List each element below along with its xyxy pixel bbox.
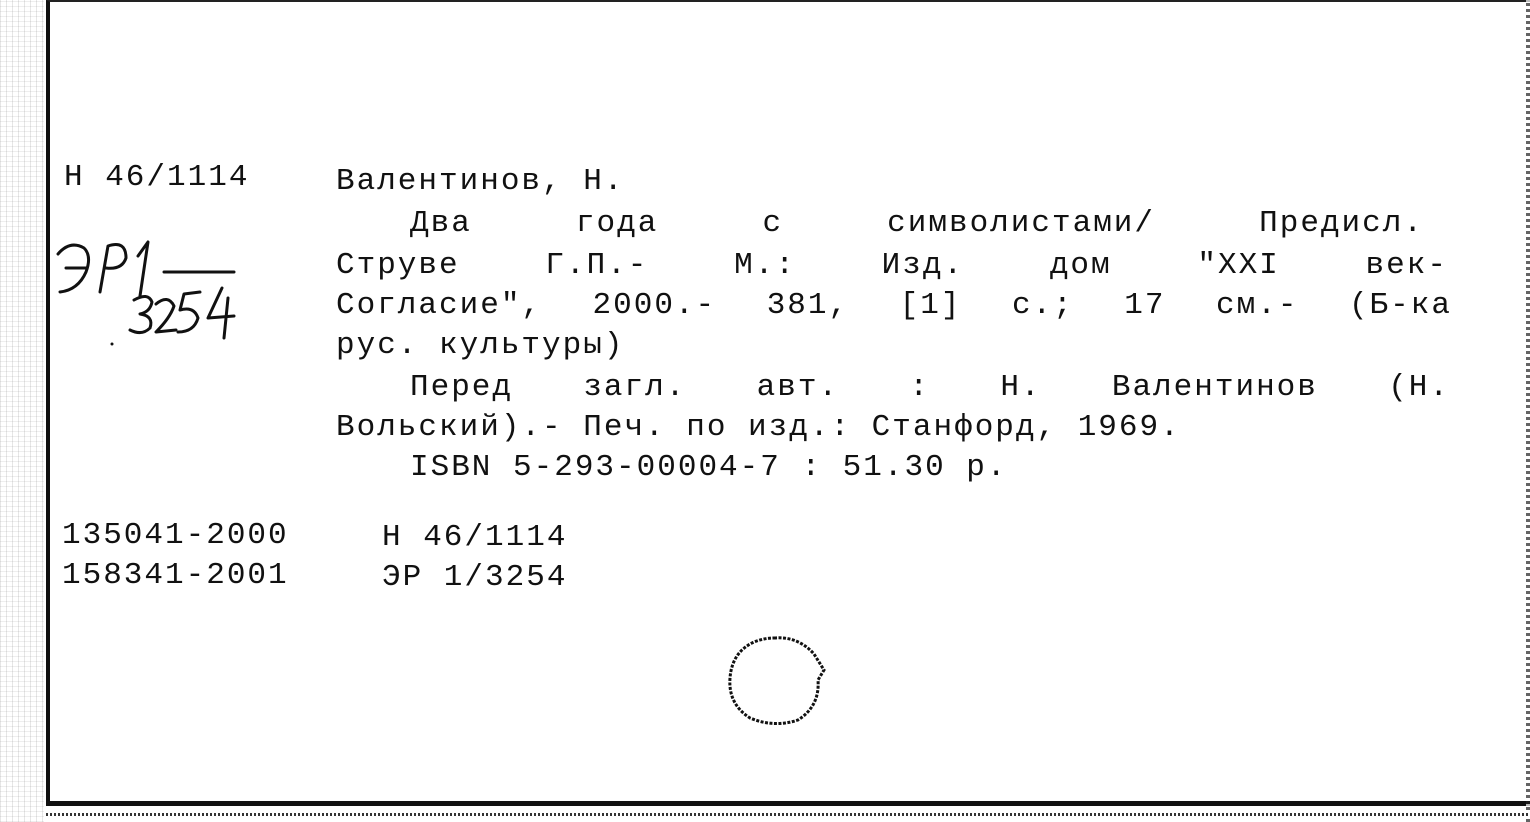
note-line-2: Вольский).- Печ. по изд.: Станфорд, 1969. <box>336 410 1181 445</box>
note-word: (Н. <box>1388 370 1450 405</box>
title-word: с.; <box>1011 288 1074 323</box>
title-word: век- <box>1365 248 1448 283</box>
title-word: с <box>762 206 784 241</box>
title-word: символистами/ <box>887 206 1156 241</box>
title-word: 381, <box>766 288 850 323</box>
title-word: Два <box>410 206 472 241</box>
note-word: Н. <box>1000 370 1042 405</box>
title-word: [1] <box>899 288 962 323</box>
title-word: Предисл. <box>1259 206 1424 241</box>
title-word: М.: <box>734 248 796 283</box>
note-word: загл. <box>583 370 687 405</box>
title-line-3 <box>336 290 1452 321</box>
title-word: 17 <box>1124 288 1166 323</box>
inventory-number: 158341-2001 <box>62 558 289 593</box>
note-word: : <box>909 370 930 405</box>
note-word: Перед <box>410 370 514 405</box>
title-word: Струве <box>336 248 460 283</box>
card-bottom-edge <box>46 813 1530 816</box>
title-word: Согласие", <box>336 288 543 323</box>
title-word: года <box>575 206 659 241</box>
card-right-edge <box>1526 0 1530 822</box>
title-word: Изд. <box>881 248 965 283</box>
title-line-4: рус. культуры) <box>336 328 625 363</box>
card-punch-hole <box>724 632 834 728</box>
note-line-1 <box>410 372 1450 403</box>
call-number: Н 46/1114 <box>64 160 250 195</box>
inventory-shelf: Н 46/1114 <box>382 520 568 555</box>
note-word: авт. <box>756 370 840 405</box>
title-word: (Б-ка <box>1348 288 1452 323</box>
title-word: дом <box>1049 248 1112 283</box>
title-word: 2000.- <box>592 288 717 323</box>
handwritten-shelf-mark <box>52 232 272 352</box>
inventory-number: 135041-2000 <box>62 518 289 553</box>
isbn-line: ISBN 5-293-00004-7 : 51.30 р. <box>410 450 1008 485</box>
author-heading: Валентинов, Н. <box>336 164 625 199</box>
title-line-1 <box>410 208 1424 239</box>
inventory-shelf: ЭР 1/3254 <box>382 560 568 595</box>
title-word: см.- <box>1216 288 1299 323</box>
title-word: Г.П.- <box>545 248 649 283</box>
note-word: Валентинов <box>1111 370 1318 405</box>
title-word: "XXI <box>1197 248 1280 283</box>
scan-margin <box>0 0 44 822</box>
title-line-2 <box>336 250 1448 281</box>
